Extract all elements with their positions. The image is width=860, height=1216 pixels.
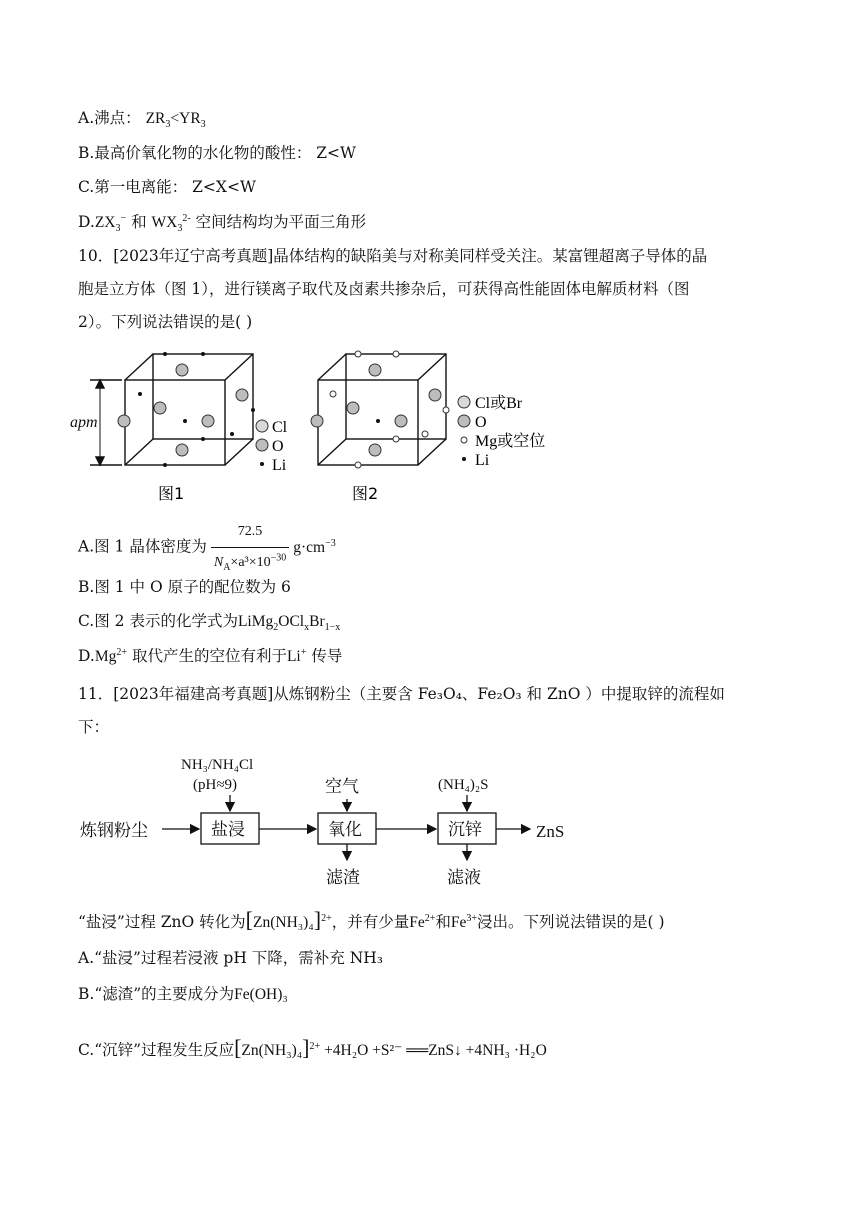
q10-stem [78, 240, 788, 339]
q11-option-a: A.“盐浸”过程若浸液 pH 下降，需补充 NH₃ [78, 949, 383, 967]
flow-step-precipitate: 沉锌 [448, 820, 482, 839]
q11-stem [78, 678, 788, 744]
legend-li: Li [475, 452, 490, 469]
q10-stem-line: 胞是立方体（图 1），进行镁离子取代及卤素共掺杂后，可获得高性能固体电解质材料（图 [78, 280, 690, 298]
flow-step-oxidize: 氧化 [328, 820, 362, 839]
legend-cl-br: Cl或Br [475, 395, 523, 412]
q11-option-b: B.“滤渣”的主要成分为Fe(OH)₃ [78, 985, 288, 1003]
q10-option-b: B.图 1 中 O 原子的配位数为 6 [78, 578, 291, 596]
flow-reagent-ph: (pH≈9) [193, 777, 238, 793]
q10-option-d: $D.Mg^{2+}$ 取代产生的空位有利于Li+ 传导 [78, 646, 343, 665]
q10-option-c: C.图 2 表示的化学式为$LiMg_2OCl_xBr_{1-x}$ [78, 612, 341, 634]
crystal-figures [0, 340, 860, 510]
figure-1-atoms [118, 352, 255, 467]
q9-option-d: $D.ZX_3^-$ 和 $WX_3^{2-}$ 空间结构均为平面三角形 [78, 212, 367, 235]
q10-stem-line: 2）。下列说法错误的是( ) [78, 313, 253, 331]
legend-mg-vacancy: Mg或空位 [475, 433, 546, 450]
figure-2-caption: 图2 [352, 484, 379, 503]
flow-input: 炼钢粉尘 [80, 821, 148, 840]
lattice-dimension-label: apm [70, 414, 98, 431]
figure-1-caption: 图1 [158, 484, 185, 503]
q11-note: “盐浸”过程 ZnO 转化为$[Zn(NH_3)_4]^{2+}$，并有少量$Fe^{2+}$和$Fe^{3+}$浸出。下列说法错误的是( ) [78, 907, 665, 932]
figure-1-legend [256, 419, 288, 474]
q10-option-a: A.图 1 晶体密度为 $\frac{72.5}{N_A\times a^3\times 10^{-30}}$ $g\cdot cm^{-3}$ [78, 518, 336, 577]
density-fraction: $\frac{72.5}{N_A\times a^3\times 10^{-30}}$ [211, 518, 289, 577]
q11-stem-line: 下： [78, 718, 110, 736]
figure-1 [90, 354, 253, 465]
q10-stem-line: 10．[2023年辽宁高考真题]晶体结构的缺陷美与对称美同样受关注。某富锂超离子导体的晶 [78, 247, 708, 265]
q9-option-c: C.第一电离能： Z<X<W [78, 178, 256, 196]
q9-option-b: B.最高价氧化物的水化物的酸性： Z<W [78, 144, 356, 162]
figure-2 [318, 354, 446, 465]
flow-product: ZnS [536, 822, 565, 841]
flow-step-leach: 盐浸 [211, 820, 245, 839]
q9-option-a: A.沸点： $ZR_3<YR_3$ [78, 109, 206, 131]
figure-2-legend [458, 394, 545, 469]
legend-o: O [272, 438, 284, 455]
flow-reagent-nh3: NH₃/NH₄Cl [181, 757, 254, 773]
flow-filtrate: 滤液 [447, 868, 481, 887]
flow-reagent-air: 空气 [325, 777, 359, 796]
process-flowchart [0, 745, 860, 895]
figure-2-atoms [311, 351, 449, 468]
flow-reagent-nh4s: (NH₄)₂S [438, 777, 489, 793]
flow-residue: 滤渣 [326, 868, 360, 887]
legend-o: O [475, 414, 487, 431]
legend-cl: Cl [272, 419, 288, 436]
legend-li: Li [272, 457, 287, 474]
q11-option-c: C.“沉锌”过程发生反应$[Zn(NH_3)_4]^{2+} +4H_2O +S^{2-}$ ══ZnS↓ +4NH₃ ·H₂O [78, 1035, 547, 1060]
q11-stem-line: 11．[2023年福建高考真题]从炼钢粉尘（主要含 Fe₃O₄、Fe₂O₃ 和 ZnO ）中提取锌的流程如 [78, 685, 725, 703]
